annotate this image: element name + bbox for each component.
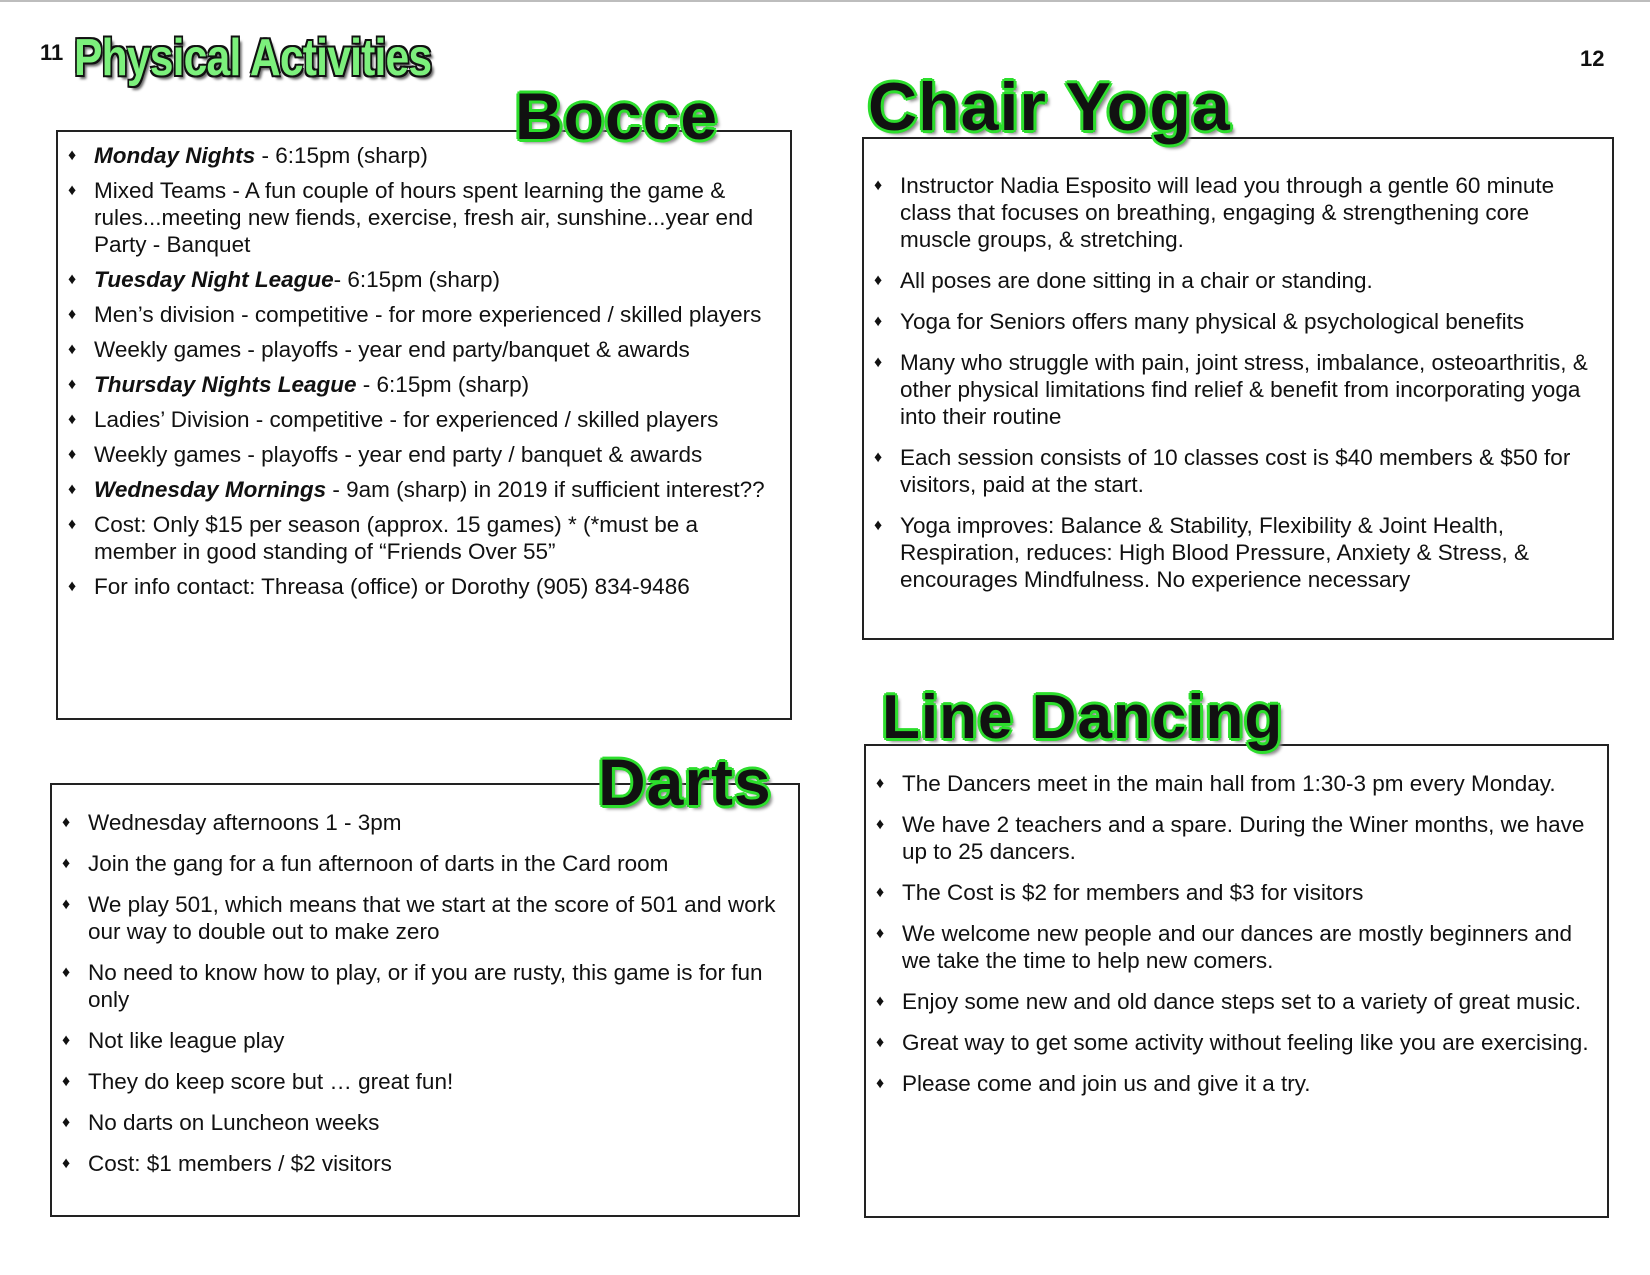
bullet-icon: ♦ — [68, 481, 77, 498]
bullet-icon: ♦ — [876, 993, 885, 1010]
bullet-icon: ♦ — [62, 1155, 71, 1172]
chair-yoga-box — [862, 137, 1614, 640]
page-number-right: 12 — [1580, 46, 1605, 71]
line-dancing-box — [864, 744, 1609, 1218]
list-item — [866, 988, 1589, 1015]
list-item — [58, 441, 784, 468]
list-item — [52, 850, 778, 877]
list-item — [52, 1150, 778, 1177]
bullet-icon: ♦ — [68, 446, 77, 463]
item-lead: Monday Nights — [94, 143, 256, 168]
item-text: Weekly games - playoffs - year end party / banquet & awards — [94, 442, 703, 467]
list-item — [58, 301, 784, 328]
item-text: Please come and join us and give it a try. — [902, 1071, 1311, 1096]
list-item — [58, 336, 784, 363]
item-text: No need to know how to play, or if you are rusty, this game is for fun only — [88, 960, 763, 1012]
bullet-icon: ♦ — [62, 896, 71, 913]
bullet-icon: ♦ — [68, 411, 77, 428]
list-item — [866, 1029, 1589, 1056]
item-text: Join the gang for a fun afternoon of darts in the Card room — [88, 851, 669, 876]
darts-box — [50, 783, 800, 1217]
line-dancing-title: Line Dancing — [882, 683, 1284, 752]
item-text: For info contact: Threasa (office) or Dorothy (905) 834-9486 — [94, 574, 690, 599]
bullet-icon: ♦ — [68, 341, 77, 358]
item-lead: Thursday Nights League — [94, 372, 357, 397]
bullet-icon: ♦ — [68, 182, 77, 199]
item-text: - 9am (sharp) in 2019 if sufficient interest?? — [326, 477, 765, 502]
list-item — [58, 371, 784, 398]
bullet-icon: ♦ — [62, 1114, 71, 1131]
bullet-icon: ♦ — [876, 816, 885, 833]
item-text: Many who struggle with pain, joint stress, imbalance, osteoarthritis, & other physical limitations find relief & benefit from incorporating yoga into their routine — [900, 350, 1588, 429]
item-text: - 6:15pm (sharp) — [333, 267, 500, 292]
list-item — [864, 349, 1606, 430]
bullet-icon: ♦ — [68, 578, 77, 595]
bullet-icon: ♦ — [62, 1032, 71, 1049]
bullet-icon: ♦ — [68, 147, 77, 164]
bullet-icon: ♦ — [874, 449, 883, 466]
list-item — [58, 177, 784, 258]
list-item — [864, 308, 1606, 335]
top-rule — [0, 0, 1650, 2]
bullet-icon: ♦ — [68, 516, 77, 533]
bullet-icon: ♦ — [876, 1034, 885, 1051]
list-item — [52, 1109, 778, 1136]
bullet-icon: ♦ — [876, 775, 885, 792]
item-text: Each session consists of 10 classes cost is $40 members & $50 for visitors, paid at the start. — [900, 445, 1571, 497]
bullet-icon: ♦ — [876, 884, 885, 901]
bullet-icon: ♦ — [62, 964, 71, 981]
list-item — [58, 476, 784, 503]
item-text: We play 501, which means that we start at the score of 501 and work our way to double out to make zero — [88, 892, 776, 944]
list-item — [864, 512, 1606, 593]
item-lead: Tuesday Night League — [94, 267, 334, 292]
darts-title: Darts — [598, 745, 772, 819]
item-text: Ladies’ Division - competitive - for experienced / skilled players — [94, 407, 719, 432]
list-item — [864, 444, 1606, 498]
list-item — [58, 406, 784, 433]
bocce-title: Bocce — [515, 79, 719, 153]
list-item — [58, 511, 784, 565]
item-text: The Dancers meet in the main hall from 1:30-3 pm every Monday. — [902, 771, 1556, 796]
list-item — [58, 266, 784, 293]
item-text: - 6:15pm (sharp) — [255, 143, 428, 168]
darts-list — [52, 809, 778, 1177]
item-text: Yoga improves: Balance & Stability, Flexibility & Joint Health, Respiration, reduces: High Blood Pressure, Anxiety & Stress, & encourages Mindfulness. No experience necessary — [900, 513, 1530, 592]
item-text: Cost: $1 members / $2 visitors — [88, 1151, 392, 1176]
item-text: Instructor Nadia Esposito will lead you through a gentle 60 minute class that focuses on breathing, engaging & strengthening core muscle groups, & stretching. — [900, 173, 1555, 252]
item-text: Yoga for Seniors offers many physical & psychological benefits — [900, 309, 1525, 334]
list-item — [866, 920, 1589, 974]
item-text: Enjoy some new and old dance steps set to a variety of great music. — [902, 989, 1582, 1014]
item-text: - 6:15pm (sharp) — [356, 372, 530, 397]
bullet-icon: ♦ — [62, 855, 71, 872]
header-title: Physical Activities — [74, 29, 432, 87]
list-item — [52, 891, 778, 945]
item-text: We welcome new people and our dances are mostly beginners and we take the time to help new comers. — [902, 921, 1572, 973]
bullet-icon: ♦ — [876, 1075, 885, 1092]
bullet-icon: ♦ — [68, 306, 77, 323]
item-text: Men’s division - competitive - for more experienced / skilled players — [94, 302, 762, 327]
item-text: Mixed Teams - A fun couple of hours spent learning the game & rules...meeting new fiends, exercise, fresh air, sunshine...year end Party - Banquet — [94, 178, 754, 257]
item-text: Weekly games - playoffs - year end party/banquet & awards — [94, 337, 690, 362]
list-item — [864, 267, 1606, 294]
list-item — [866, 811, 1589, 865]
bullet-icon: ♦ — [874, 354, 883, 371]
item-text: Not like league play — [88, 1028, 285, 1053]
list-item — [52, 959, 778, 1013]
bocce-list — [58, 142, 784, 600]
bullet-icon: ♦ — [874, 272, 883, 289]
page-number-left: 11 — [40, 40, 64, 65]
list-item — [52, 1068, 778, 1095]
chair-yoga-list — [864, 172, 1606, 593]
list-item — [58, 573, 784, 600]
item-text: Cost: Only $15 per season (approx. 15 games) * (*must be a member in good standing of “Friends Over 55” — [94, 512, 699, 564]
item-lead: Wednesday Mornings — [94, 477, 327, 502]
chair-yoga-title: Chair Yoga — [868, 69, 1231, 145]
item-text: We have 2 teachers and a spare. During the Winer months, we have up to 25 dancers. — [902, 812, 1585, 864]
list-item — [866, 879, 1589, 906]
item-text: Wednesday afternoons 1 - 3pm — [88, 810, 402, 835]
bullet-icon: ♦ — [874, 517, 883, 534]
item-text: They do keep score but … great fun! — [88, 1069, 454, 1094]
bullet-icon: ♦ — [62, 1073, 71, 1090]
bocce-box — [56, 130, 792, 720]
line-dancing-list — [866, 770, 1589, 1097]
list-item — [866, 770, 1589, 797]
list-item — [864, 172, 1606, 253]
bullet-icon: ♦ — [68, 271, 77, 288]
item-text: The Cost is $2 for members and $3 for visitors — [902, 880, 1364, 905]
list-item — [52, 1027, 778, 1054]
item-text: No darts on Luncheon weeks — [88, 1110, 380, 1135]
bullet-icon: ♦ — [68, 376, 77, 393]
item-text: Great way to get some activity without feeling like you are exercising. — [902, 1030, 1589, 1055]
bullet-icon: ♦ — [874, 177, 883, 194]
list-item — [866, 1070, 1589, 1097]
item-text: All poses are done sitting in a chair or standing. — [900, 268, 1373, 293]
bullet-icon: ♦ — [874, 313, 883, 330]
bullet-icon: ♦ — [876, 925, 885, 942]
bullet-icon: ♦ — [62, 814, 71, 831]
